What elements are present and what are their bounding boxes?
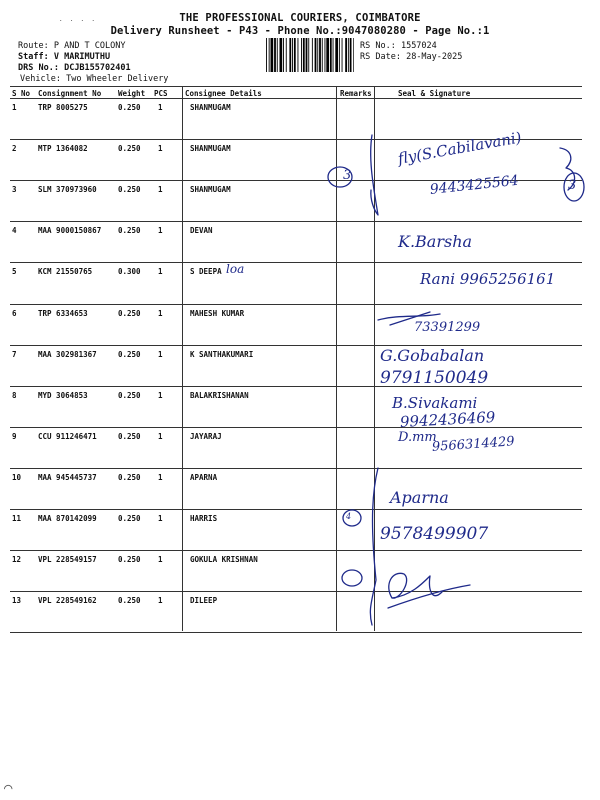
cell-sno: 5 [12,267,17,277]
cell-pcs: 1 [158,349,163,359]
cell-consignee: MAHESH KUMAR [190,308,245,318]
cell-consignment: VPL 228549157 [38,555,97,565]
cell-pcs: 1 [158,144,163,154]
signature-row-11: 9578499907 [380,524,489,544]
cell-weight: 0.250 [118,431,141,441]
cell-weight: 0.250 [118,514,141,523]
cell-consignment: MTP 1364082 [38,144,88,154]
company-title: THE PROFESSIONAL COURIERS, COIMBATORE [179,12,421,24]
rs-date-line [360,52,462,62]
barcode-bar [353,38,354,72]
cell-consignee: DILEEP [190,596,218,606]
cell-consignment: TRP 6334653 [38,308,88,318]
row-divider [10,550,582,551]
cell-sno: 7 [12,349,17,359]
cell-weight: 0.250 [118,185,141,195]
row-divider [10,304,582,305]
barcode-bar [348,38,349,72]
signature-row-10: Aparna [390,488,449,507]
cell-consignment: MAA 9000150867 [38,226,102,236]
cell-consignee: GOKULA KRISHNAN [190,555,258,565]
cell-weight: 0.250 [118,390,141,400]
row-divider [10,345,582,346]
cell-weight: 0.250 [118,226,141,236]
table-top-border [10,86,582,87]
runsheet-title: Delivery Runsheet - P43 - Phone No.:9047080280 - Page No.:1 [110,25,490,37]
cell-pcs: 1 [158,267,163,277]
cell-consignee: JAYARAJ [190,431,222,441]
cell-consignment: TRP 8005275 [38,103,88,112]
name-note-row-5: loa [226,262,245,276]
signature-rows-1-3-name: fly(S.Cabilavani) [396,128,523,168]
barcode-bar [315,38,317,72]
cell-weight: 0.300 [118,267,141,277]
signature-row-6: 73391299 [414,320,481,335]
signature-row-5: Rani 9965256161 [420,270,556,288]
drs-label: DRS No.: [18,63,59,73]
row-divider [10,221,582,222]
cell-consignment: MAA 945445737 [38,472,97,482]
cell-consignee: HARRIS [190,514,218,523]
column-header-weight: Weight [118,89,146,98]
barcode-bar [271,38,274,72]
row-divider [10,509,582,510]
cell-sno: 10 [12,472,22,482]
cell-pcs: 1 [158,308,163,318]
cell-sno: 2 [12,144,17,154]
cell-pcs: 1 [158,514,163,523]
barcode-bar [312,38,313,72]
column-header-remarks: Remarks [340,89,372,98]
signature-row-9-name: D.mm [398,430,437,445]
cell-pcs: 1 [158,226,163,236]
signature-row-9-phone: 9566314429 [431,434,516,455]
barcode-bar [330,38,332,72]
barcode-bar [345,38,347,72]
rs-date-value: 28-May-2025 [406,52,463,62]
cell-weight: 0.250 [118,308,141,318]
barcode-bar [298,38,299,72]
cell-sno: 3 [12,185,17,195]
barcode-bar [286,38,287,72]
scan-mark: ⌒ [4,780,13,796]
vehicle-line [20,74,168,84]
drs-line [18,63,131,73]
table-header-border [10,98,582,99]
barcode-bar [274,38,276,72]
row-divider [10,262,582,263]
barcode [266,38,354,72]
barcode-bar [339,38,340,72]
cell-consignee: SHANMUGAM [190,185,231,195]
route-line [18,41,126,51]
column-header-sno: S No [12,89,31,98]
signature-row-8-name: B.Sivakami [392,394,478,412]
column-header-consignment: Consignment No [38,89,102,98]
cell-consignment: MYD 3064853 [38,390,88,400]
cell-consignee: K SANTHAKUMARI [190,349,254,359]
cell-sno: 8 [12,390,17,400]
barcode-bar [303,38,305,72]
barcode-bar [319,38,321,72]
cell-consignment: VPL 228549162 [38,596,97,606]
barcode-bar [269,38,270,72]
barcode-bar [325,38,326,72]
signature-row-7-phone: 9791150049 [380,368,489,388]
column-header-pcs: PCS [154,89,168,98]
signature-rows-1-3-phone: 9443425564 [429,172,520,198]
signature-row-4: K.Barsha [398,232,473,251]
cell-pcs: 1 [158,185,163,195]
cell-sno: 1 [12,103,17,112]
cell-sno: 12 [12,555,22,565]
cell-weight: 0.250 [118,103,141,112]
cell-consignee: SHANMUGAM [190,103,231,112]
row-divider [10,427,582,428]
barcode-bar [317,38,318,72]
cell-sno: 11 [12,514,22,523]
cell-sno: 13 [12,596,22,606]
route-value: P AND T COLONY [53,41,126,51]
cell-consignee: DEVAN [190,226,213,236]
barcode-bar [277,38,278,72]
barcode-bar [335,38,338,72]
barcode-bar [308,38,309,72]
barcode-bar [289,38,291,72]
staff-label: Staff: [18,52,49,62]
route-label: Route: [18,41,49,51]
staff-line [18,52,110,62]
cell-pcs: 1 [158,103,163,112]
barcode-bar [301,38,302,72]
barcode-bar [292,38,293,72]
signature-row-13 [400,574,427,588]
barcode-bar [280,38,283,72]
cell-consignment: KCM 21550765 [38,267,93,277]
cell-pcs: 1 [158,431,163,441]
rs-no-label: RS No.: [360,41,396,51]
barcode-bar [342,38,343,72]
cell-pcs: 1 [158,472,163,482]
cell-weight: 0.250 [118,596,141,606]
remark-number-row-11: 4 [346,512,352,521]
signature-row-8-phone: 9942436469 [399,408,496,431]
barcode-bar [306,38,308,72]
cell-consignment: MAA 870142099 [38,514,97,523]
barcode-bar [294,38,296,72]
cell-consignee: APARNA [190,472,218,482]
cell-weight: 0.250 [118,555,141,565]
cell-sno: 4 [12,226,17,236]
barcode-bar [283,38,284,72]
cell-pcs: 1 [158,596,163,606]
cell-weight: 0.250 [118,144,141,154]
cell-consignment: MAA 302981367 [38,349,97,359]
cell-consignee: BALAKRISHANAN [190,390,249,400]
barcode-bar [326,38,329,72]
rs-date-label: RS Date: [360,52,401,62]
vehicle-label: Vehicle: [20,74,61,84]
cell-weight: 0.250 [118,472,141,482]
cell-pcs: 1 [158,555,163,565]
row-divider [10,591,582,592]
rs-no-line [360,41,437,51]
cell-sno: 6 [12,308,17,318]
rs-no-value: 1557024 [400,41,437,51]
barcode-bar [333,38,334,72]
remark-number-rows-1-3: 3 [343,168,352,183]
scan-speck: ˙ ˙ ˙ ˙ [58,20,96,30]
signature-row-7-name: G.Gobabalan [380,346,485,365]
cell-pcs: 1 [158,390,163,400]
barcode-bar [322,38,323,72]
column-header-consignee: Consignee Details [185,89,262,98]
cell-weight: 0.250 [118,349,141,359]
cell-consignee: S DEEPA [190,267,222,277]
row-divider [10,386,582,387]
barcode-bar [266,38,267,72]
sig-number-row-3: 3 [568,178,577,193]
cell-consignment: CCU 911246471 [38,431,97,441]
barcode-bar [350,38,352,72]
cell-sno: 9 [12,431,17,441]
remark-circle-row-13 [342,570,362,586]
row-divider [10,632,582,633]
cell-consignment: SLM 370973960 [38,185,97,195]
cell-consignee: SHANMUGAM [190,144,231,154]
column-header-signature: Seal & Signature [398,89,471,98]
staff-value: V MARIMUTHU [53,52,111,62]
vehicle-value: Two Wheeler Delivery [66,74,169,84]
drs-value: DCJB155702401 [64,63,131,73]
row-divider [10,468,582,469]
